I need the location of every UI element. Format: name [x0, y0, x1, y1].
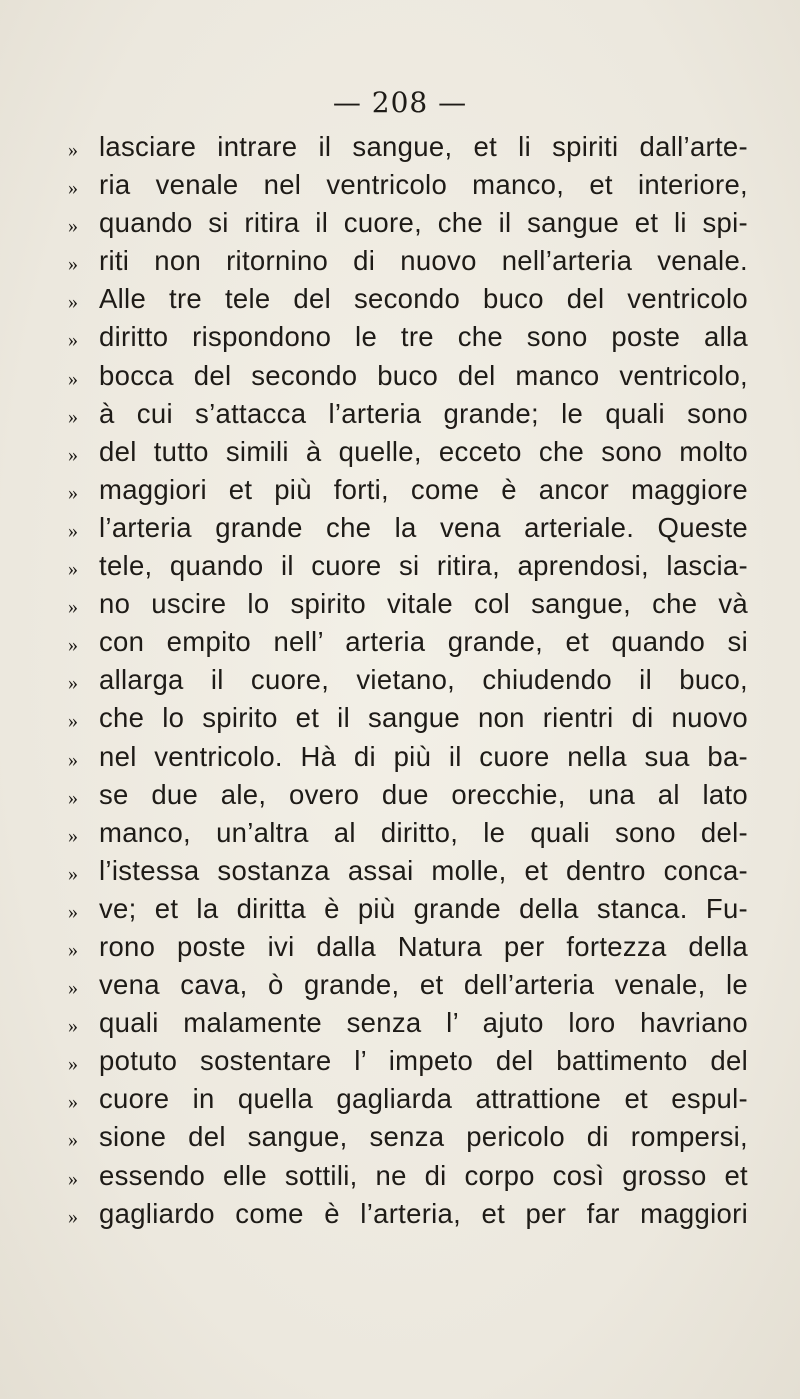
quotation-mark: »	[68, 139, 78, 161]
text-line	[68, 433, 748, 471]
quotation-mark: »	[68, 710, 78, 733]
quotation-mark: »	[68, 367, 78, 390]
quotation-mark: »	[68, 862, 78, 885]
text-line	[68, 204, 748, 242]
quotation-mark: »	[68, 634, 78, 657]
line-text: l’istessa sostanza assai molle, et dentro conca-	[99, 854, 748, 886]
quotation-mark: »	[68, 1053, 78, 1076]
line-text: riti non ritornino di nuovo nell’arteria venale.	[99, 245, 748, 277]
line-text: potuto sostentare l’ impeto del battimento del	[99, 1045, 748, 1077]
quotation-mark: »	[68, 1091, 78, 1114]
quotation-mark: »	[68, 596, 78, 619]
text-line	[68, 928, 748, 966]
quotation-mark: »	[68, 977, 78, 1000]
line-text: ve; et la diritta è più grande della stanca. Fu-	[99, 892, 748, 924]
line-text: sione del sangue, senza pericolo di rompersi,	[99, 1121, 748, 1153]
text-line	[68, 1157, 748, 1195]
text-line	[68, 699, 748, 737]
line-text: manco, un’altra al diritto, le quali sono del-	[99, 816, 748, 848]
quotation-mark: »	[68, 748, 78, 771]
text-line	[68, 318, 748, 356]
text-line	[68, 471, 748, 509]
line-text: allarga il cuore, vietano, chiudendo il buco,	[99, 664, 748, 696]
text-line	[68, 966, 748, 1004]
text-line	[68, 585, 748, 623]
text-line	[68, 547, 748, 585]
text-line	[68, 890, 748, 928]
text-line	[68, 661, 748, 699]
line-text: se due ale, overo due orecchie, una al lato	[99, 778, 748, 810]
line-text: con empito nell’ arteria grande, et quando si	[99, 626, 748, 658]
line-text: tele, quando il cuore si ritira, aprendosi, lascia-	[99, 550, 748, 582]
text-line	[68, 128, 748, 166]
text-line	[68, 1004, 748, 1042]
text-line	[68, 1118, 748, 1156]
line-text: quando si ritira il cuore, che il sangue et li spi-	[99, 207, 748, 239]
line-text: ria venale nel ventricolo manco, et interiore,	[99, 169, 748, 201]
quotation-mark: »	[68, 672, 78, 695]
quotation-mark: »	[68, 443, 78, 466]
quotation-mark: »	[68, 519, 78, 542]
line-text: quali malamente senza l’ ajuto loro havriano	[99, 1007, 748, 1039]
quotation-mark: »	[68, 558, 78, 581]
body-text	[68, 128, 748, 1233]
quotation-mark: »	[68, 900, 78, 923]
quotation-mark: »	[68, 824, 78, 847]
text-line	[68, 280, 748, 318]
line-text: à cui s’attacca l’arteria grande; le quali sono	[99, 397, 748, 429]
text-line	[68, 166, 748, 204]
line-text: no uscire lo spirito vitale col sangue, che và	[99, 588, 748, 620]
line-text: diritto rispondono le tre che sono poste alla	[99, 321, 748, 353]
text-line	[68, 623, 748, 661]
line-text: essendo elle sottili, ne di corpo così grosso et	[99, 1159, 748, 1191]
quotation-mark: »	[68, 938, 78, 961]
text-line	[68, 1080, 748, 1118]
text-line	[68, 242, 748, 280]
text-line	[68, 395, 748, 433]
line-text: del tutto simili à quelle, ecceto che sono molto	[99, 435, 748, 467]
quotation-mark: »	[68, 481, 78, 504]
line-text: vena cava, ò grande, et dell’arteria venale, le	[99, 969, 748, 1001]
line-text: cuore in quella gagliarda attrattione et espul-	[99, 1083, 748, 1115]
quotation-mark: »	[68, 1167, 78, 1190]
quotation-mark: »	[68, 1129, 78, 1152]
quotation-mark: »	[68, 405, 78, 428]
text-line	[68, 776, 748, 814]
page-number: — 208 —	[332, 86, 468, 119]
quotation-mark: »	[68, 291, 78, 314]
line-text: bocca del secondo buco del manco ventricolo,	[99, 359, 748, 391]
quotation-mark: »	[68, 786, 78, 809]
line-text: che lo spirito et il sangue non rientri di nuovo	[99, 702, 748, 734]
quotation-mark: »	[68, 1015, 78, 1038]
text-line	[68, 738, 748, 776]
text-line	[68, 852, 748, 890]
line-text: maggiori et più forti, come è ancor maggiore	[99, 473, 748, 505]
text-line	[68, 814, 748, 852]
quotation-mark: »	[68, 253, 78, 276]
quotation-mark: »	[68, 329, 78, 352]
text-line	[68, 357, 748, 395]
line-text: rono poste ivi dalla Natura per fortezza della	[99, 930, 748, 962]
line-text: lasciare intrare il sangue, et li spiriti dall’arte-	[99, 131, 748, 162]
text-line	[68, 1042, 748, 1080]
text-line	[68, 1195, 748, 1233]
line-text: Alle tre tele del secondo buco del ventricolo	[99, 283, 748, 315]
line-text: nel ventricolo. Hà di più il cuore nella sua ba-	[99, 740, 748, 772]
quotation-mark: »	[68, 177, 78, 200]
text-line	[68, 509, 748, 547]
line-text: gagliardo come è l’arteria, et per far maggiori	[99, 1197, 748, 1229]
line-text: l’arteria grande che la vena arteriale. Queste	[99, 511, 748, 543]
quotation-mark: »	[68, 215, 78, 238]
quotation-mark: »	[68, 1205, 78, 1228]
